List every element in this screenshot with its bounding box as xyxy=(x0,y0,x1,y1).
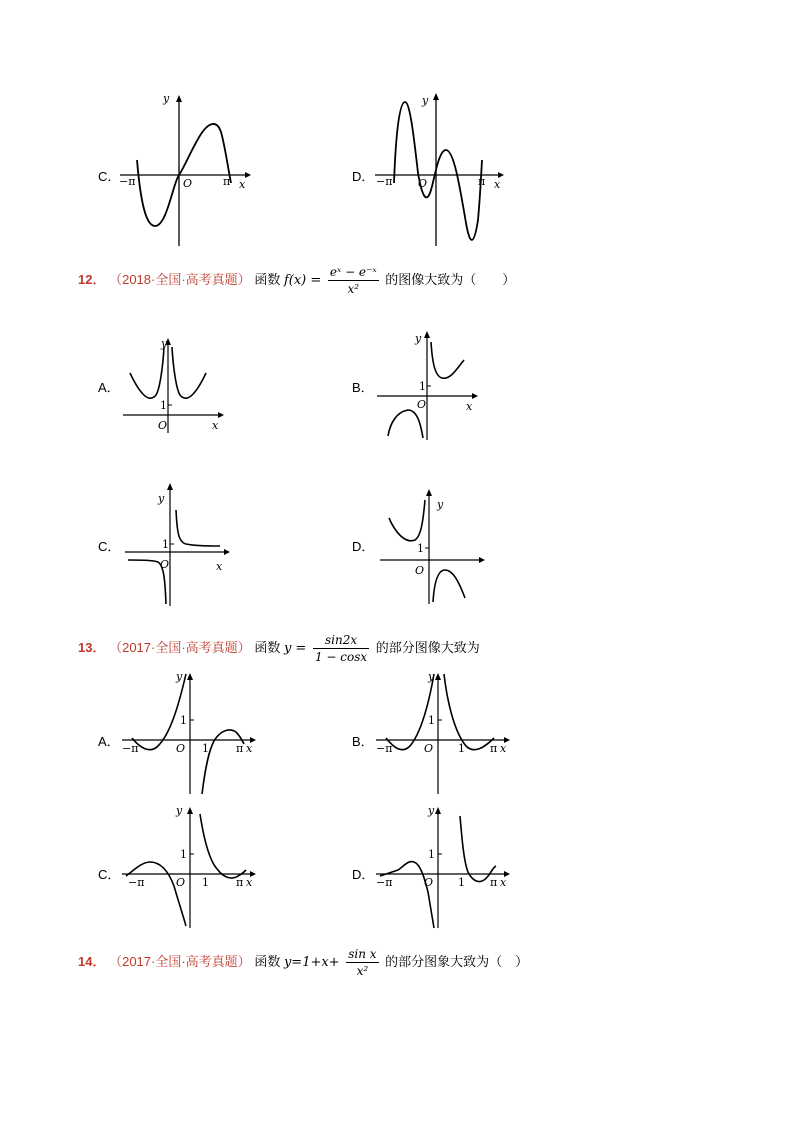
q12-option-label-b: B． xyxy=(352,380,374,395)
fraction-denominator: 1 − cosx xyxy=(314,650,368,664)
fraction-denominator: x² xyxy=(356,964,369,978)
y-axis-label: y xyxy=(158,492,165,505)
x-axis-label: x xyxy=(246,876,253,889)
origin-label: O xyxy=(176,742,186,755)
neg-pi-label: −π xyxy=(376,876,393,889)
q13-option-label-a: A． xyxy=(98,734,120,749)
y-axis-label: y xyxy=(161,337,168,350)
one-y-label: 1 xyxy=(428,714,435,727)
option-label-c-top: C． xyxy=(98,169,121,184)
q13-graph-a xyxy=(118,668,263,798)
question-12-stem xyxy=(78,264,515,297)
function-lhs: y=1+x+ xyxy=(283,954,340,970)
y-axis-label: y xyxy=(415,332,422,345)
q13-graph-d xyxy=(372,800,517,930)
stem-suffix: 的部分图像大致为 xyxy=(375,639,480,655)
q12-graph-c xyxy=(120,480,235,610)
graph-top-c xyxy=(115,88,255,253)
x-axis-label: x xyxy=(212,419,219,432)
origin-label: O xyxy=(417,398,427,411)
neg-pi-label: −π xyxy=(376,742,393,755)
x-axis-label: x xyxy=(494,178,501,191)
q13-graph-c xyxy=(118,800,263,930)
question-source: （2018·全国·高考真题） xyxy=(109,271,251,287)
pi-label: π xyxy=(236,876,244,889)
one-label: 1 xyxy=(162,538,169,551)
q12-graph-a xyxy=(118,335,228,435)
x-axis-label: x xyxy=(466,400,473,413)
y-axis-label: y xyxy=(163,92,170,105)
pi-label: π xyxy=(223,175,231,188)
x-axis-label: x xyxy=(500,876,507,889)
fraction-denominator: x² xyxy=(347,282,360,296)
stem-prefix: 函数 xyxy=(254,639,281,655)
y-axis-label: y xyxy=(176,804,183,817)
pi-label: π xyxy=(478,175,486,188)
one-label: 1 xyxy=(160,399,167,412)
x-axis-label: x xyxy=(216,560,223,573)
question-source: （2017·全国·高考真题） xyxy=(109,953,251,969)
y-axis-label: y xyxy=(176,670,183,683)
q13-option-label-b: B． xyxy=(352,734,374,749)
origin-label: O xyxy=(415,564,425,577)
fraction xyxy=(346,946,378,979)
origin-label: O xyxy=(418,177,428,190)
origin-label: O xyxy=(160,558,170,571)
x-axis-label: x xyxy=(500,742,507,755)
question-number: 13． xyxy=(78,639,106,655)
one-x-label: 1 xyxy=(458,876,465,889)
pi-label: π xyxy=(490,876,498,889)
origin-label: O xyxy=(424,742,434,755)
origin-label: O xyxy=(176,876,186,889)
y-axis-label: y xyxy=(428,670,435,683)
one-x-label: 1 xyxy=(458,742,465,755)
one-x-label: 1 xyxy=(202,876,209,889)
q12-graph-b xyxy=(372,328,482,443)
one-y-label: 1 xyxy=(180,714,187,727)
q13-option-label-d: D． xyxy=(352,867,375,882)
question-source: （2017·全国·高考真题） xyxy=(109,639,251,655)
origin-label: O xyxy=(183,177,193,190)
one-label: 1 xyxy=(417,542,424,555)
fraction xyxy=(313,632,369,665)
origin-label: O xyxy=(424,876,434,889)
question-14-stem xyxy=(78,946,528,979)
option-label-d-top: D． xyxy=(352,169,375,184)
neg-pi-label: −π xyxy=(128,876,145,889)
one-y-label: 1 xyxy=(180,848,187,861)
pi-label: π xyxy=(236,742,244,755)
stem-suffix: 的图像大致为（ ） xyxy=(385,271,516,287)
stem-suffix: 的部分图象大致为（ ） xyxy=(385,953,529,969)
neg-pi-label: −π xyxy=(122,742,139,755)
neg-pi-label: −π xyxy=(119,175,136,188)
stem-prefix: 函数 xyxy=(254,271,281,287)
y-axis-label: y xyxy=(437,498,444,511)
q12-option-label-c: C． xyxy=(98,539,121,554)
fraction-numerator: sin x xyxy=(348,947,377,961)
one-y-label: 1 xyxy=(428,848,435,861)
y-axis-label: y xyxy=(422,94,429,107)
graph-top-d xyxy=(370,88,510,253)
q13-graph-b xyxy=(372,668,517,798)
fraction-numerator: sin2x xyxy=(313,632,369,649)
question-13-stem xyxy=(78,632,480,665)
q12-option-label-d: D． xyxy=(352,539,375,554)
fraction xyxy=(328,264,379,297)
q12-option-label-a: A． xyxy=(98,380,120,395)
fraction-numerator: eˣ − e⁻ˣ xyxy=(329,265,377,279)
stem-prefix: 函数 xyxy=(254,953,281,969)
neg-pi-label: −π xyxy=(376,175,393,188)
question-number: 12． xyxy=(78,271,106,287)
one-label: 1 xyxy=(419,380,426,393)
function-lhs: y = xyxy=(283,640,307,656)
one-x-label: 1 xyxy=(202,742,209,755)
x-axis-label: x xyxy=(239,178,246,191)
y-axis-label: y xyxy=(428,804,435,817)
x-axis-label: x xyxy=(246,742,253,755)
q12-graph-d xyxy=(375,486,490,606)
question-number: 14． xyxy=(78,953,106,969)
pi-label: π xyxy=(490,742,498,755)
q13-option-label-c: C． xyxy=(98,867,121,882)
origin-label: O xyxy=(158,419,168,432)
function-lhs: f(x) = xyxy=(283,272,322,288)
